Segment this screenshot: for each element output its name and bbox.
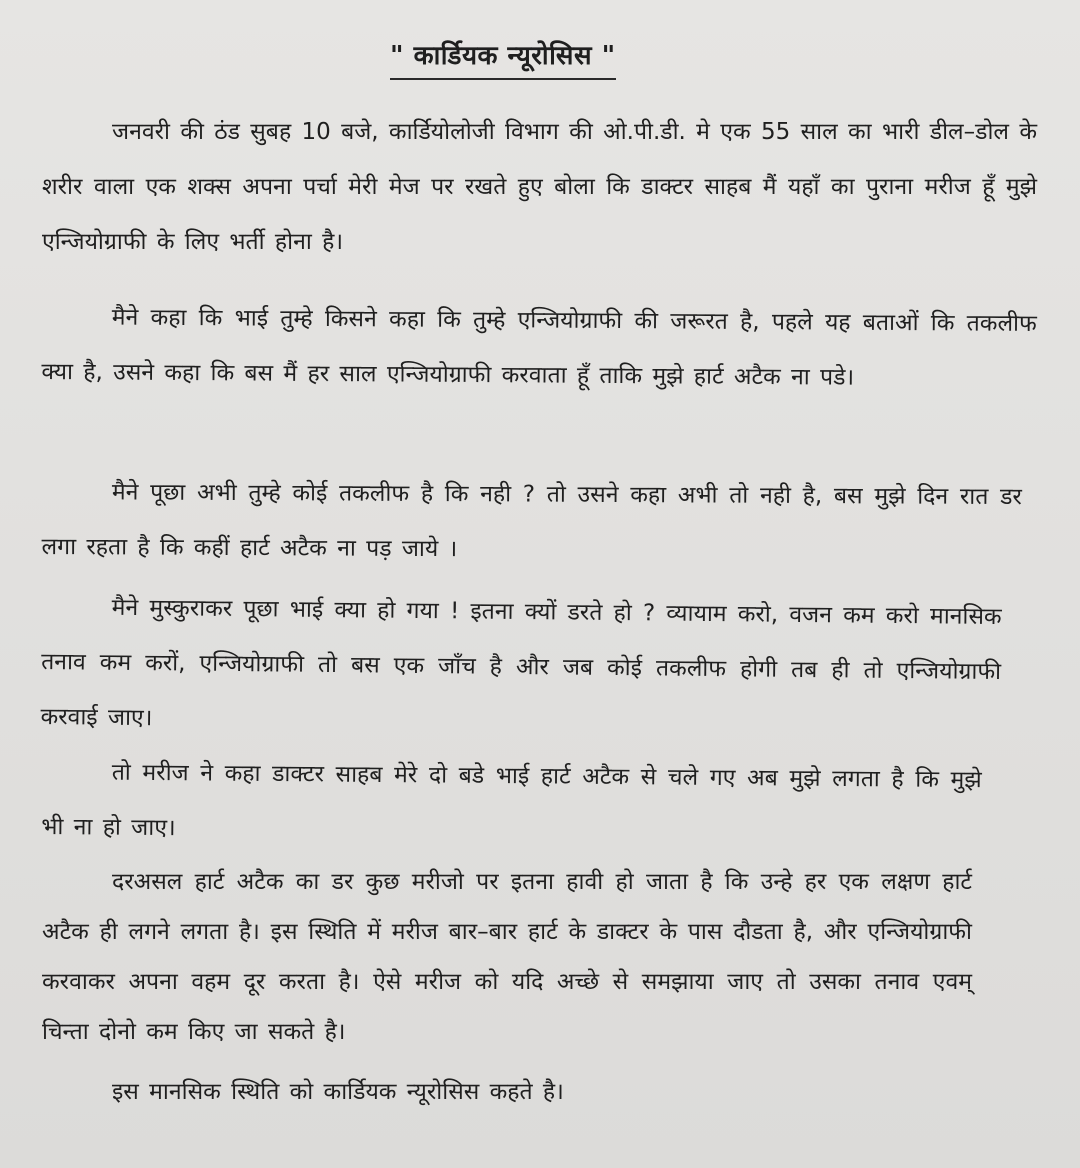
paragraph: तो मरीज ने कहा डाक्टर साहब मेरे दो बडे भाई हार्ट अटैक से चले गए अब मुझे लगता है कि मुझे भी ना हो जाए। [41, 759, 982, 842]
document-title: " कार्डियक न्यूरोसिस " [390, 36, 616, 80]
paragraph: मैने मुस्कुराकर पूछा भाई क्या हो गया ! इतना क्यों डरते हो ? व्यायाम करो, वजन कम करो मानसिक तनाव कम करों, एन्जियोग्राफी तो बस एक जाँच है और जब कोई तकलीफ होगी तब ही तो एन्जियोग्राफी करवाई जाए। [40, 594, 1002, 732]
paragraph: दरअसल हार्ट अटैक का डर कुछ मरीजो पर इतना हावी हो जाता है कि उन्हे हर एक लक्षण हार्ट अटैक ही लगने लगता है। इस स्थिति में मरीज बार–बार हार्ट के डाक्टर के पास दौडता है, और एन्जियोग्राफी करवाकर अपना वहम दूर करता है। ऐसे मरीज को यदि अच्छे से समझाया जाए तो उसका तनाव एवम् चिन्ता दोनो कम किए जा सकते है। [42, 869, 972, 1045]
paragraph: मैने कहा कि भाई तुम्हे किसने कहा कि तुम्हे एन्जियोग्राफी की जरूरत है, पहले यह बताओं कि तकलीफ क्या है, उसने कहा कि बस मैं हर साल एन्जियोग्राफी करवाता हूँ ताकि मुझे हार्ट अटैक ना पडे। [41, 304, 1037, 391]
paragraph: जनवरी की ठंड सुबह 10 बजे, कार्डियोलोजी विभाग की ओ.पी.डी. मे एक 55 साल का भारी डील–डोल के शरीर वाला एक शक्स अपना पर्चा मेरी मेज पर रखते हुए बोला कि डाक्टर साहब मैं यहाँ का पुराना मरीज हूँ मुझे एन्जियोग्राफी के लिए भर्ती होना है। [42, 119, 1037, 255]
paragraph: इस मानसिक स्थिति को कार्डियक न्यूरोसिस कहते है। [112, 1079, 564, 1105]
paragraph: मैने पूछा अभी तुम्हे कोई तकलीफ है कि नही ? तो उसने कहा अभी तो नही है, बस मुझे दिन रात डर लगा रहता है कि कहीं हार्ट अटैक ना पड़ जाये । [41, 479, 1022, 563]
